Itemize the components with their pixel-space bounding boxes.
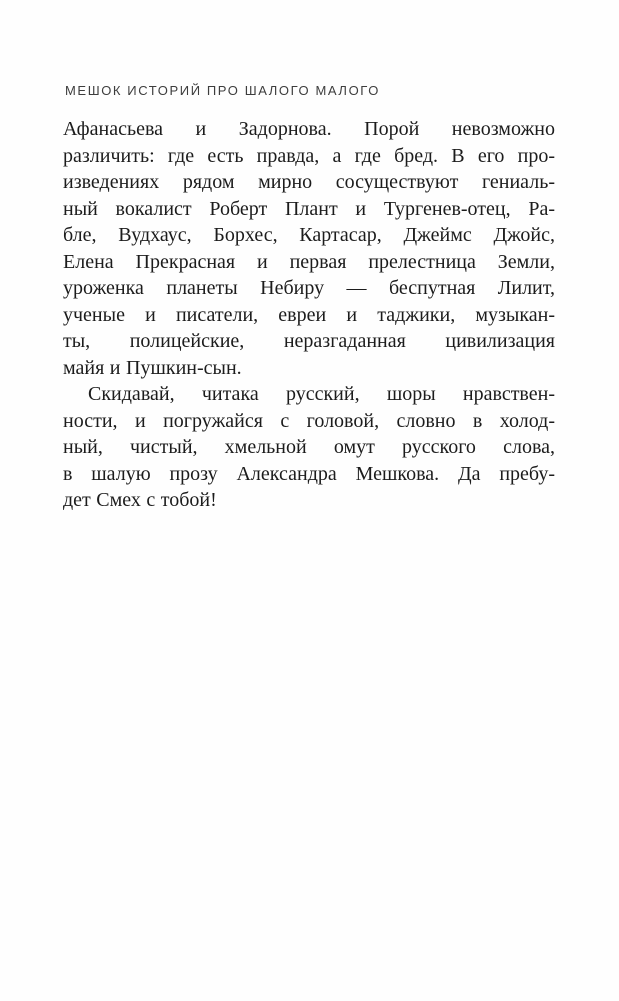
text-line: Скидавай, читака русский, шоры нравствен- bbox=[88, 383, 555, 405]
text-line: Афанасьева и Задорнова. Порой невозможно bbox=[63, 118, 555, 140]
paragraph bbox=[63, 116, 555, 381]
running-header: МЕШОК ИСТОРИЙ ПРО ШАЛОГО МАЛОГО bbox=[65, 83, 380, 98]
text-line: изведениях рядом мирно сосуществуют гениаль- bbox=[63, 171, 555, 193]
text-line: в шалую прозу Александра Мешкова. Да пребу- bbox=[63, 462, 555, 485]
text-line: ты, полицейские, неразгаданная цивилизация bbox=[63, 330, 555, 352]
text-line: майя и Пушкин-сын. bbox=[63, 356, 242, 379]
text-line: дет Смех с тобой! bbox=[63, 489, 217, 511]
text-line: различить: где есть правда, а где бред. В его про- bbox=[63, 144, 555, 167]
text-line: Елена Прекрасная и первая прелестница Земли, bbox=[63, 250, 555, 273]
text-line: ности, и погружайся с головой, словно в холод- bbox=[63, 409, 555, 432]
text-line: ученые и писатели, евреи и таджики, музыкан- bbox=[63, 303, 555, 326]
text-line: бле, Вудхаус, Борхес, Картасар, Джеймс Джойс, bbox=[63, 224, 555, 246]
paragraph bbox=[63, 381, 555, 514]
text-line: ный вокалист Роберт Плант и Тургенев-отец, Ра- bbox=[63, 197, 555, 220]
text-line: уроженка планеты Небиру — беспутная Лилит, bbox=[63, 277, 555, 299]
text-line: ный, чистый, хмельной омут русского слова, bbox=[63, 436, 555, 458]
page-text bbox=[63, 116, 555, 514]
